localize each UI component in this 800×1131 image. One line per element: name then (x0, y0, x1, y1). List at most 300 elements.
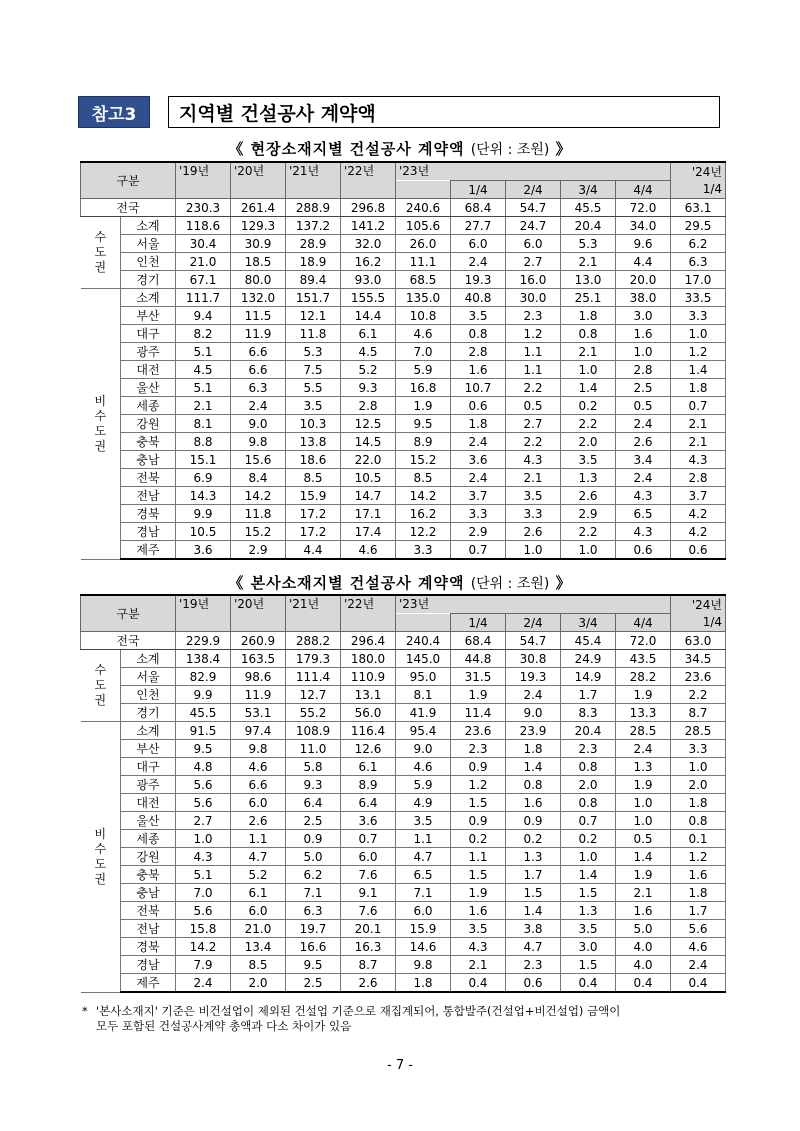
year-header: '20년 (231, 162, 286, 199)
value-cell: 5.9 (396, 361, 451, 379)
value-cell: 1.9 (616, 776, 671, 794)
value-cell: 151.7 (286, 289, 341, 307)
region-group-char: 도 (94, 678, 107, 692)
table-row (81, 866, 726, 884)
value-cell: 0.7 (671, 397, 726, 415)
value-cell: 118.6 (176, 217, 231, 235)
table1-title-close: 》 (555, 140, 572, 158)
value-cell: 1.0 (671, 758, 726, 776)
table-row (81, 920, 726, 938)
value-cell: 16.2 (341, 253, 396, 271)
value-cell: 2.4 (506, 686, 561, 704)
value-cell: 9.4 (176, 307, 231, 325)
value-cell: 7.0 (396, 343, 451, 361)
value-cell: 1.0 (176, 830, 231, 848)
value-cell: 31.5 (451, 668, 506, 686)
value-cell: 2.6 (506, 523, 561, 541)
value-cell: 1.0 (616, 812, 671, 830)
value-cell: 55.2 (286, 704, 341, 722)
value-cell: 155.5 (341, 289, 396, 307)
row-label: 인천 (121, 253, 176, 271)
table1-unit: (단위 : 조원) (470, 142, 550, 158)
value-cell: 230.3 (176, 199, 231, 217)
quarter-header: 3/4 (561, 614, 616, 632)
value-cell: 72.0 (616, 632, 671, 650)
region-group-char: 수 (94, 841, 107, 856)
value-cell: 19.3 (506, 668, 561, 686)
value-cell: 2.3 (506, 956, 561, 974)
table2-title: 《 본사소재지별 건설공사 계약액 (228, 574, 465, 592)
value-cell: 141.2 (341, 217, 396, 235)
table1-subtitle (0, 138, 800, 159)
value-cell: 1.4 (671, 361, 726, 379)
value-cell: 1.6 (616, 325, 671, 343)
value-cell: 19.7 (286, 920, 341, 938)
value-cell: 12.2 (396, 523, 451, 541)
value-cell: 3.5 (286, 397, 341, 415)
value-cell: 7.0 (176, 884, 231, 902)
value-cell: 8.2 (176, 325, 231, 343)
value-cell: 15.9 (396, 920, 451, 938)
value-cell: 15.6 (231, 451, 286, 469)
value-cell: 93.0 (341, 271, 396, 289)
value-cell: 4.6 (341, 541, 396, 560)
value-cell: 16.0 (506, 271, 561, 289)
value-cell: 6.2 (671, 235, 726, 253)
quarter-header: 4/4 (616, 181, 671, 199)
value-cell: 8.5 (286, 469, 341, 487)
value-cell: 5.9 (396, 776, 451, 794)
table1-title: 《 현장소재지별 건설공사 계약액 (228, 140, 465, 158)
value-cell: 1.0 (561, 361, 616, 379)
value-cell: 67.1 (176, 271, 231, 289)
value-cell: 2.1 (561, 343, 616, 361)
value-cell: 13.4 (231, 938, 286, 956)
year-header: '22년 (341, 595, 396, 632)
value-cell: 116.4 (341, 722, 396, 740)
row-label: 충남 (121, 884, 176, 902)
value-cell: 0.4 (671, 974, 726, 993)
year-header-2023: '23년 (396, 595, 671, 614)
value-cell: 8.1 (176, 415, 231, 433)
value-cell: 4.3 (451, 938, 506, 956)
value-cell: 260.9 (231, 632, 286, 650)
value-cell: 296.4 (341, 632, 396, 650)
region-group-char: 도 (94, 423, 107, 438)
value-cell: 11.8 (286, 325, 341, 343)
value-cell: 27.7 (451, 217, 506, 235)
value-cell: 4.0 (616, 956, 671, 974)
value-cell: 240.4 (396, 632, 451, 650)
value-cell: 44.8 (451, 650, 506, 668)
value-cell: 0.8 (561, 794, 616, 812)
row-label: 강원 (121, 415, 176, 433)
value-cell: 1.8 (671, 884, 726, 902)
value-cell: 0.8 (506, 776, 561, 794)
table-row (81, 361, 726, 379)
value-cell: 17.4 (341, 523, 396, 541)
value-cell: 6.1 (341, 758, 396, 776)
value-cell: 5.3 (561, 235, 616, 253)
value-cell: 2.2 (561, 523, 616, 541)
value-cell: 0.2 (451, 830, 506, 848)
value-cell: 0.4 (616, 974, 671, 993)
table-row (81, 722, 726, 740)
value-cell: 18.9 (286, 253, 341, 271)
value-cell: 91.5 (176, 722, 231, 740)
value-cell: 2.1 (616, 884, 671, 902)
row-label: 강원 (121, 848, 176, 866)
table-row (81, 830, 726, 848)
region-group-char: 수 (94, 230, 107, 244)
value-cell: 2.4 (616, 740, 671, 758)
value-cell: 1.2 (671, 848, 726, 866)
value-cell: 0.8 (671, 812, 726, 830)
table-row (81, 487, 726, 505)
value-cell: 6.4 (286, 794, 341, 812)
table-row (81, 776, 726, 794)
table-row (81, 812, 726, 830)
value-cell: 2.5 (286, 812, 341, 830)
region-group-char: 수 (94, 663, 107, 677)
value-cell: 1.1 (231, 830, 286, 848)
footnote-line1: '본사소재지' 기준은 비건설업이 제외된 건설업 기준으로 재집계되어, 통합발주(건설업+비건설업) 금액이 (96, 1004, 621, 1018)
value-cell: 4.6 (396, 325, 451, 343)
value-cell: 1.4 (561, 866, 616, 884)
value-cell: 4.8 (176, 758, 231, 776)
value-cell: 288.9 (286, 199, 341, 217)
quarter-header: 4/4 (616, 614, 671, 632)
value-cell: 1.5 (561, 956, 616, 974)
value-cell: 5.0 (286, 848, 341, 866)
value-cell: 4.6 (671, 938, 726, 956)
value-cell: 30.4 (176, 235, 231, 253)
value-cell: 9.5 (286, 956, 341, 974)
value-cell: 0.8 (561, 758, 616, 776)
value-cell: 229.9 (176, 632, 231, 650)
quarter-header-2024: 1/4 (671, 614, 726, 632)
row-label: 소계 (121, 650, 176, 668)
row-label: 세종 (121, 830, 176, 848)
value-cell: 24.7 (506, 217, 561, 235)
value-cell: 13.3 (616, 704, 671, 722)
value-cell: 8.9 (341, 776, 396, 794)
value-cell: 163.5 (231, 650, 286, 668)
value-cell: 288.2 (286, 632, 341, 650)
value-cell: 4.7 (231, 848, 286, 866)
value-cell: 9.5 (176, 740, 231, 758)
row-label: 전남 (121, 920, 176, 938)
value-cell: 68.4 (451, 632, 506, 650)
value-cell: 0.2 (561, 830, 616, 848)
value-cell: 6.0 (341, 848, 396, 866)
row-label: 서울 (121, 235, 176, 253)
value-cell: 82.9 (176, 668, 231, 686)
value-cell: 7.6 (341, 902, 396, 920)
table-row (81, 505, 726, 523)
value-cell: 6.1 (231, 884, 286, 902)
header-row (81, 162, 726, 181)
quarter-header: 2/4 (506, 181, 561, 199)
value-cell: 2.1 (451, 956, 506, 974)
table-row (81, 217, 726, 235)
value-cell: 1.8 (506, 740, 561, 758)
table-row (81, 307, 726, 325)
gubun-header: 구분 (81, 595, 176, 632)
value-cell: 1.1 (506, 343, 561, 361)
value-cell: 7.1 (286, 884, 341, 902)
row-label: 경북 (121, 505, 176, 523)
value-cell: 11.4 (451, 704, 506, 722)
quarter-header: 3/4 (561, 181, 616, 199)
row-label: 대전 (121, 361, 176, 379)
table-row (81, 848, 726, 866)
value-cell: 10.7 (451, 379, 506, 397)
value-cell: 9.9 (176, 505, 231, 523)
quarter-header: 1/4 (451, 614, 506, 632)
value-cell: 2.0 (671, 776, 726, 794)
value-cell: 2.4 (616, 469, 671, 487)
value-cell: 4.7 (506, 938, 561, 956)
value-cell: 34.5 (671, 650, 726, 668)
value-cell: 138.4 (176, 650, 231, 668)
value-cell: 14.6 (396, 938, 451, 956)
value-cell: 13.1 (341, 686, 396, 704)
row-label: 경남 (121, 956, 176, 974)
value-cell: 3.6 (341, 812, 396, 830)
table-row (81, 650, 726, 668)
value-cell: 11.9 (231, 325, 286, 343)
value-cell: 180.0 (341, 650, 396, 668)
value-cell: 5.5 (286, 379, 341, 397)
value-cell: 3.6 (176, 541, 231, 560)
value-cell: 1.6 (451, 361, 506, 379)
value-cell: 6.5 (396, 866, 451, 884)
value-cell: 3.3 (506, 505, 561, 523)
table-row (81, 541, 726, 560)
row-label: 울산 (121, 379, 176, 397)
value-cell: 1.9 (451, 686, 506, 704)
footnote-line2: 모두 포함된 건설공사계약 총액과 다소 차이가 있음 (96, 1019, 352, 1033)
value-cell: 1.6 (616, 902, 671, 920)
table-row (81, 758, 726, 776)
value-cell: 1.6 (506, 794, 561, 812)
value-cell: 23.6 (451, 722, 506, 740)
table-row (81, 668, 726, 686)
value-cell: 15.2 (396, 451, 451, 469)
value-cell: 2.8 (616, 361, 671, 379)
value-cell: 111.7 (176, 289, 231, 307)
value-cell: 2.7 (506, 415, 561, 433)
value-cell: 2.5 (616, 379, 671, 397)
value-cell: 72.0 (616, 199, 671, 217)
value-cell: 0.5 (506, 397, 561, 415)
value-cell: 14.9 (561, 668, 616, 686)
value-cell: 8.7 (671, 704, 726, 722)
value-cell: 14.2 (231, 487, 286, 505)
value-cell: 1.6 (671, 866, 726, 884)
value-cell: 6.6 (231, 343, 286, 361)
table-row (81, 740, 726, 758)
value-cell: 3.5 (561, 451, 616, 469)
row-label: 경북 (121, 938, 176, 956)
row-label: 소계 (121, 722, 176, 740)
value-cell: 7.5 (286, 361, 341, 379)
value-cell: 6.3 (671, 253, 726, 271)
row-label: 부산 (121, 740, 176, 758)
value-cell: 11.1 (396, 253, 451, 271)
value-cell: 8.9 (396, 433, 451, 451)
value-cell: 12.6 (341, 740, 396, 758)
value-cell: 3.3 (396, 541, 451, 560)
value-cell: 1.8 (396, 974, 451, 993)
section-badge: 참고3 (78, 96, 150, 128)
value-cell: 240.6 (396, 199, 451, 217)
value-cell: 97.4 (231, 722, 286, 740)
value-cell: 1.9 (451, 884, 506, 902)
value-cell: 1.2 (506, 325, 561, 343)
value-cell: 3.5 (396, 812, 451, 830)
value-cell: 3.5 (561, 920, 616, 938)
value-cell: 1.4 (616, 848, 671, 866)
value-cell: 4.3 (176, 848, 231, 866)
value-cell: 2.9 (231, 541, 286, 560)
value-cell: 5.6 (176, 794, 231, 812)
value-cell: 6.0 (231, 902, 286, 920)
value-cell: 13.8 (286, 433, 341, 451)
year-header-2024: '24년 (671, 162, 726, 181)
value-cell: 15.8 (176, 920, 231, 938)
value-cell: 0.2 (506, 830, 561, 848)
value-cell: 5.1 (176, 866, 231, 884)
value-cell: 2.9 (561, 505, 616, 523)
value-cell: 2.2 (671, 686, 726, 704)
value-cell: 14.3 (176, 487, 231, 505)
region-group-char: 비 (94, 393, 107, 408)
row-label: 전국 (81, 199, 176, 217)
year-header-2024: '24년 (671, 595, 726, 614)
value-cell: 6.5 (616, 505, 671, 523)
value-cell: 0.6 (506, 974, 561, 993)
value-cell: 0.8 (451, 325, 506, 343)
value-cell: 26.0 (396, 235, 451, 253)
row-label: 인천 (121, 686, 176, 704)
region-group-char: 권 (94, 693, 107, 707)
value-cell: 6.0 (506, 235, 561, 253)
table-row (81, 884, 726, 902)
value-cell: 63.0 (671, 632, 726, 650)
value-cell: 17.0 (671, 271, 726, 289)
value-cell: 4.9 (396, 794, 451, 812)
value-cell: 23.9 (506, 722, 561, 740)
value-cell: 1.8 (671, 794, 726, 812)
value-cell: 2.0 (561, 776, 616, 794)
value-cell: 56.0 (341, 704, 396, 722)
value-cell: 2.1 (671, 415, 726, 433)
value-cell: 2.5 (286, 974, 341, 993)
value-cell: 4.6 (396, 758, 451, 776)
value-cell: 2.0 (231, 974, 286, 993)
value-cell: 8.4 (231, 469, 286, 487)
value-cell: 4.5 (176, 361, 231, 379)
value-cell: 0.5 (616, 830, 671, 848)
row-label: 경기 (121, 704, 176, 722)
row-label: 대전 (121, 794, 176, 812)
value-cell: 15.2 (231, 523, 286, 541)
value-cell: 1.4 (561, 379, 616, 397)
value-cell: 10.3 (286, 415, 341, 433)
value-cell: 3.5 (451, 920, 506, 938)
value-cell: 4.2 (671, 523, 726, 541)
value-cell: 0.4 (451, 974, 506, 993)
value-cell: 11.5 (231, 307, 286, 325)
year-header: '20년 (231, 595, 286, 632)
value-cell: 1.7 (561, 686, 616, 704)
value-cell: 95.4 (396, 722, 451, 740)
value-cell: 17.1 (341, 505, 396, 523)
value-cell: 0.7 (341, 830, 396, 848)
value-cell: 1.5 (451, 866, 506, 884)
value-cell: 15.1 (176, 451, 231, 469)
value-cell: 54.7 (506, 199, 561, 217)
row-label: 경남 (121, 523, 176, 541)
value-cell: 3.8 (506, 920, 561, 938)
row-label: 전북 (121, 469, 176, 487)
value-cell: 0.8 (561, 325, 616, 343)
region-group-label (81, 650, 121, 722)
value-cell: 9.3 (341, 379, 396, 397)
value-cell: 0.7 (561, 812, 616, 830)
year-header: '22년 (341, 162, 396, 199)
value-cell: 9.3 (286, 776, 341, 794)
value-cell: 14.7 (341, 487, 396, 505)
value-cell: 12.5 (341, 415, 396, 433)
value-cell: 5.3 (286, 343, 341, 361)
value-cell: 8.5 (231, 956, 286, 974)
row-label: 서울 (121, 668, 176, 686)
section-header (78, 96, 720, 128)
table-row (81, 632, 726, 650)
value-cell: 2.7 (176, 812, 231, 830)
value-cell: 6.1 (341, 325, 396, 343)
headquarters-location-table (80, 594, 726, 993)
page-number: - 7 - (387, 1058, 413, 1073)
value-cell: 5.1 (176, 343, 231, 361)
value-cell: 4.6 (231, 758, 286, 776)
value-cell: 18.5 (231, 253, 286, 271)
value-cell: 20.0 (616, 271, 671, 289)
value-cell: 2.1 (176, 397, 231, 415)
value-cell: 89.4 (286, 271, 341, 289)
value-cell: 0.9 (451, 758, 506, 776)
value-cell: 1.7 (671, 902, 726, 920)
value-cell: 135.0 (396, 289, 451, 307)
value-cell: 2.1 (506, 469, 561, 487)
value-cell: 9.8 (231, 433, 286, 451)
value-cell: 6.9 (176, 469, 231, 487)
value-cell: 4.3 (671, 451, 726, 469)
value-cell: 9.8 (231, 740, 286, 758)
value-cell: 1.1 (396, 830, 451, 848)
value-cell: 2.4 (616, 415, 671, 433)
value-cell: 25.1 (561, 289, 616, 307)
value-cell: 2.9 (451, 523, 506, 541)
value-cell: 24.9 (561, 650, 616, 668)
value-cell: 2.4 (451, 433, 506, 451)
value-cell: 0.9 (451, 812, 506, 830)
row-label: 부산 (121, 307, 176, 325)
value-cell: 43.5 (616, 650, 671, 668)
